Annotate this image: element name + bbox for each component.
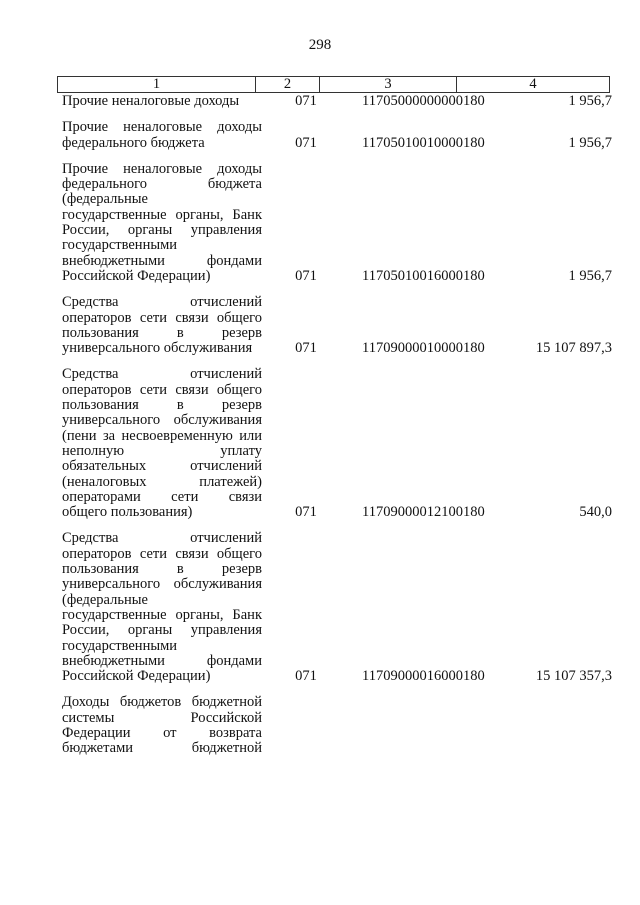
table-row xyxy=(62,94,612,109)
description-line: Доходы бюджетов бюджетной xyxy=(62,694,262,711)
row-description xyxy=(62,295,262,356)
row-admin-code: 071 xyxy=(295,504,317,521)
row-amount: 15 107 897,3 xyxy=(535,340,612,357)
page-number: 298 xyxy=(308,37,332,53)
description-line: системы Российской xyxy=(62,709,262,726)
description-line: общего пользования) xyxy=(62,504,193,521)
row-description xyxy=(62,531,262,684)
row-amount: 1 956,7 xyxy=(568,134,612,151)
description-line: операторов сети связи общего xyxy=(62,545,262,562)
description-line: федерального бюджета xyxy=(62,134,205,151)
table-row xyxy=(62,120,612,151)
header-col-3: 3 xyxy=(320,77,457,92)
description-line: операторов сети связи общего xyxy=(62,309,262,326)
row-description xyxy=(62,94,262,109)
row-amount: 1 956,7 xyxy=(568,267,612,284)
table-row xyxy=(62,531,612,684)
description-line: России, органы управления xyxy=(62,222,262,239)
row-description xyxy=(62,162,262,284)
description-line: Российской Федерации) xyxy=(62,267,211,284)
description-line: неполную уплату xyxy=(62,442,262,459)
row-amount: 15 107 357,3 xyxy=(535,668,612,685)
description-line: федерального бюджета xyxy=(62,176,262,193)
table-row xyxy=(62,367,612,520)
row-amount: 540,0 xyxy=(579,504,612,521)
description-line: (пени за несвоевременную или xyxy=(62,427,262,444)
table-header xyxy=(57,76,610,93)
row-amount: 1 956,7 xyxy=(568,93,612,109)
description-line: пользования в резерв xyxy=(62,324,262,341)
description-line: операторами сети связи xyxy=(62,488,262,505)
row-budget-code: 11709000010000180 xyxy=(362,340,485,357)
description-line: Прочие неналоговые доходы xyxy=(62,93,240,109)
description-line: универсального обслуживания xyxy=(62,576,262,593)
row-admin-code: 071 xyxy=(295,93,317,109)
description-line: универсального обслуживания xyxy=(62,340,253,357)
description-line: государственные органы, Банк xyxy=(62,206,262,223)
description-line: государственными xyxy=(62,237,178,254)
description-line: Российской Федерации) xyxy=(62,668,211,685)
table-row xyxy=(62,162,612,284)
header-col-1: 1 xyxy=(58,77,256,92)
description-line: Средства отчислений xyxy=(62,366,262,383)
row-budget-code: 11709000016000180 xyxy=(362,668,485,685)
description-line: универсального обслуживания xyxy=(62,412,262,429)
row-budget-code: 11709000012100180 xyxy=(362,504,485,521)
description-line: обязательных отчислений xyxy=(62,458,262,475)
description-line: бюджетами бюджетной xyxy=(62,740,262,757)
table-row xyxy=(62,295,612,356)
header-col-2: 2 xyxy=(256,77,320,92)
description-line: пользования в резерв xyxy=(62,561,262,578)
row-description xyxy=(62,120,262,151)
row-admin-code: 071 xyxy=(295,134,317,151)
row-admin-code: 071 xyxy=(295,267,317,284)
table-row xyxy=(62,695,612,756)
row-description xyxy=(62,367,262,520)
description-line: внебюджетными фондами xyxy=(62,652,262,669)
row-admin-code: 071 xyxy=(295,668,317,685)
description-line: России, органы управления xyxy=(62,622,262,639)
description-line: (неналоговых платежей) xyxy=(62,473,262,490)
description-line: внебюджетными фондами xyxy=(62,252,262,269)
description-line: (федеральные xyxy=(62,591,148,608)
description-line: Прочие неналоговые доходы xyxy=(62,119,262,136)
description-line: Федерации от возврата xyxy=(62,724,262,741)
row-description xyxy=(62,695,262,756)
description-line: Средства отчислений xyxy=(62,530,262,547)
row-budget-code: 11705000000000180 xyxy=(362,93,485,109)
description-line: государственные органы, Банк xyxy=(62,606,262,623)
row-budget-code: 11705010016000180 xyxy=(362,267,485,284)
description-line: Средства отчислений xyxy=(62,294,262,311)
description-line: государственными xyxy=(62,637,178,654)
description-line: Прочие неналоговые доходы xyxy=(62,160,262,177)
description-line: операторов сети связи общего xyxy=(62,381,262,398)
row-budget-code: 11705010010000180 xyxy=(362,134,485,151)
table-body xyxy=(62,94,612,768)
description-line: пользования в резерв xyxy=(62,397,262,414)
row-admin-code: 071 xyxy=(295,340,317,357)
header-col-4: 4 xyxy=(529,76,537,92)
description-line: (федеральные xyxy=(62,191,148,208)
